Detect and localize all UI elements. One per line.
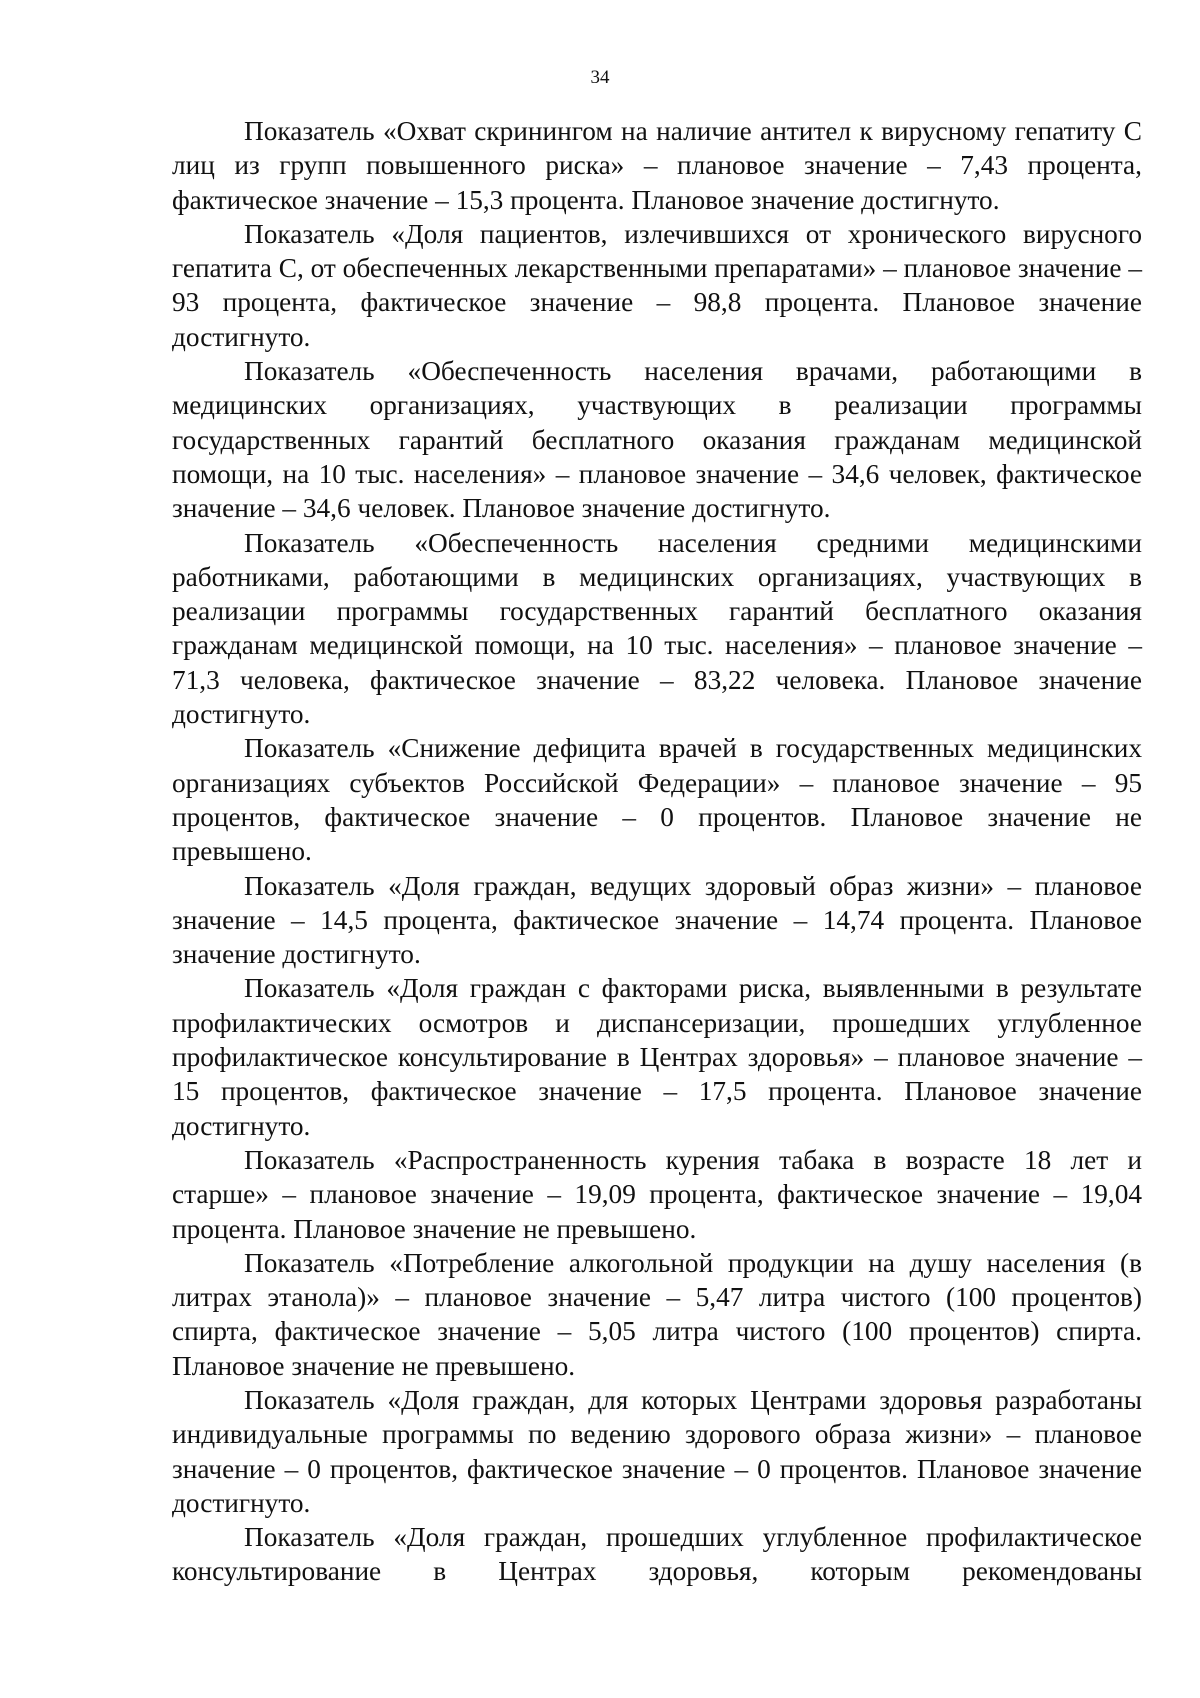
paragraph-counseling-continued: Показатель «Доля граждан, прошедших углубленное профилактическое консультирование в Центрах здоровья, которым рекомендованы [172, 1522, 1142, 1587]
paragraph-individual-programs: Показатель «Доля граждан, для которых Центрами здоровья разработаны индивидуальные программы по ведению здорового образа жизни» – плановое значение – 0 процентов, фактическое значение – 0 процентов. Плановое значение достигнуто. [172, 1384, 1142, 1518]
paragraph-smoking: Показатель «Распространенность курения табака в возрасте 18 лет и старше» – плановое значение – 19,09 процента, фактическое значение – 19,04 процента. Плановое значение не превышено. [172, 1144, 1142, 1244]
paragraph-healthy-lifestyle: Показатель «Доля граждан, ведущих здоровый образ жизни» – плановое значение – 14,5 процента, фактическое значение – 14,74 процента. Плановое значение достигнуто. [172, 870, 1142, 970]
paragraph-doctor-deficit: Показатель «Снижение дефицита врачей в государственных медицинских организациях субъектов Российской Федерации» – плановое значение – 95 процентов, фактическое значение – 0 процентов. Плановое значение не превышено. [172, 733, 1142, 867]
paragraph-nurses-provision: Показатель «Обеспеченность населения средними медицинскими работниками, работающими в медицинских организациях, участвующих в реализации программы государственных гарантий бесплатного оказания гражданам медицинской помощи, на 10 тыс. населения» – плановое значение – 71,3 человека, фактическое значение – 83,22 человека. Плановое значение достигнуто. [172, 527, 1142, 730]
page-number: 34 [590, 67, 610, 88]
paragraph-hepatitis-screening: Показатель «Охват скринингом на наличие антител к вирусному гепатиту С лиц из групп повышенного риска» – плановое значение – 7,43 процента, фактическое значение – 15,3 процента. Плановое значение достигнуто. [172, 116, 1142, 215]
paragraph-hepatitis-cured: Показатель «Доля пациентов, излечившихся от хронического вирусного гепатита С, от обеспеченных лекарственными препаратами» – плановое значение – 93 процента, фактическое значение – 98,8 процента. Плановое значение достигнуто. [172, 218, 1142, 352]
paragraph-risk-factors: Показатель «Доля граждан с факторами риска, выявленными в результате профилактических осмотров и диспансеризации, прошедших углубленное профилактическое консультирование в Центрах здоровья» – плановое значение – 15 процентов, фактическое значение – 17,5 процента. Плановое значение достигнуто. [172, 973, 1142, 1141]
document-body [172, 114, 1142, 1589]
paragraph-alcohol: Показатель «Потребление алкогольной продукции на душу населения (в литрах этанола)» – плановое значение – 5,47 литра чистого (100 процентов) спирта, фактическое значение – 5,05 литра чистого (100 процентов) спирта. Плановое значение не превышено. [172, 1247, 1142, 1381]
paragraph-doctors-provision: Показатель «Обеспеченность населения врачами, работающими в медицинских организациях, участвующих в реализации программы государственных гарантий бесплатного оказания гражданам медицинской помощи, на 10 тыс. населения» – плановое значение – 34,6 человек, фактическое значение – 34,6 человек. Плановое значение достигнуто. [172, 356, 1142, 524]
